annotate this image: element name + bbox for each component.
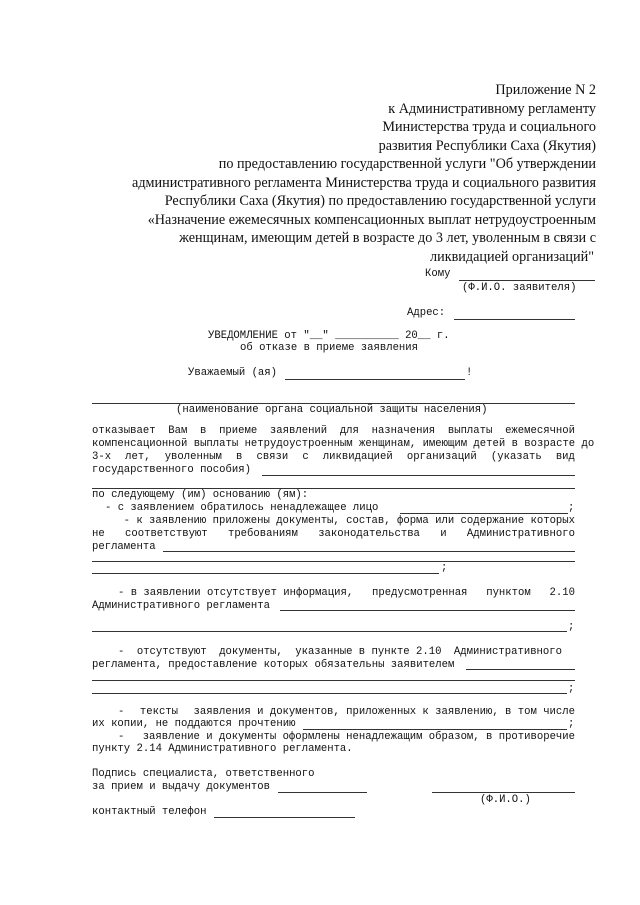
reason-4-field-2[interactable] bbox=[92, 680, 575, 681]
reason-3-field[interactable] bbox=[280, 610, 575, 611]
reason-documents: - к заявлению приложены документы, состав, форма или содержание которых bbox=[123, 515, 575, 527]
reasons-intro: по следующему (им) основанию (ям): bbox=[92, 489, 309, 501]
reason-5-field[interactable] bbox=[303, 729, 567, 730]
reason-missing-info: - в заявлении отсутствует информация, предусмотренная пунктом 2.10 bbox=[118, 587, 575, 599]
phone-label: контактный телефон bbox=[92, 806, 207, 818]
fio-hint: (Ф.И.О.) bbox=[480, 794, 531, 806]
semicolon: ; bbox=[568, 683, 575, 695]
reason-2-field-2[interactable] bbox=[92, 561, 575, 562]
phone-field[interactable] bbox=[214, 817, 355, 818]
reason-3-field-2[interactable] bbox=[92, 631, 567, 632]
header-line: женщинам, имеющим детей в возрасте до 3 лет, уволенным в связи с bbox=[179, 230, 596, 246]
header-line: к Административному регламенту bbox=[388, 100, 596, 117]
appendix-header bbox=[132, 81, 596, 266]
header-line: Министерства труда и социального bbox=[382, 119, 596, 135]
semicolon: ; bbox=[568, 718, 575, 730]
header-line: «Назначение ежемесячных компенсационных выплат нетрудоустроенным bbox=[147, 211, 596, 228]
paragraph-line: их копии, не поддаются прочтению bbox=[92, 718, 296, 730]
header-line: по предоставлению государственной услуги "Об утверждении bbox=[218, 156, 596, 172]
address-field[interactable] bbox=[454, 319, 575, 320]
notice-title: УВЕДОМЛЕНИЕ от "__" __________ 20__ г. bbox=[208, 330, 450, 342]
reason-wrong-applicant: - с заявлением обратилось ненадлежащее лицо bbox=[105, 502, 379, 514]
signature-label: Подпись специалиста, ответственного bbox=[92, 768, 315, 780]
reason-missing-documents: - отсутствуют документы, указанные в пункте 2.10 Административного bbox=[118, 646, 562, 658]
header-line: развития Республики Саха (Якутия) bbox=[378, 137, 596, 154]
greeting-name-field[interactable] bbox=[285, 379, 465, 380]
reason-2-field[interactable] bbox=[163, 551, 575, 552]
semicolon: ; bbox=[441, 562, 448, 574]
paragraph-line: компенсационной выплаты нетрудоустроенным женщинам, имеющим детей в возрасте до bbox=[92, 438, 595, 450]
reason-2-field-3[interactable] bbox=[92, 573, 439, 574]
org-hint: (наименование органа социальной защиты населения) bbox=[176, 404, 488, 416]
greeting-exclamation: ! bbox=[466, 367, 473, 379]
header-line: ликвидацией организаций" bbox=[430, 248, 594, 265]
signature-field[interactable] bbox=[278, 792, 367, 793]
semicolon: ; bbox=[568, 502, 575, 514]
paragraph-line: 3-х лет, уволенным в связи с ликвидацией организаций (указать вид bbox=[92, 451, 575, 463]
reason-4-field-3[interactable] bbox=[92, 693, 567, 694]
header-line: административного регламента Министерства труда и социального развития bbox=[132, 174, 596, 191]
address-label: Адрес: bbox=[407, 307, 446, 319]
paragraph-line: отказывает Вам в приеме заявлений для назначения выплаты ежемесячной bbox=[92, 425, 575, 437]
recipient-fio-hint: (Ф.И.О. заявителя) bbox=[462, 282, 577, 294]
benefit-type-field[interactable] bbox=[262, 475, 575, 476]
greeting-label: Уважаемый (ая) bbox=[188, 367, 278, 379]
paragraph-line: регламента bbox=[92, 541, 156, 553]
paragraph-line: не соответствуют требованиям законодательства и Административного bbox=[92, 528, 575, 540]
recipient-name-field[interactable] bbox=[459, 280, 595, 281]
paragraph-line: государственного пособия) bbox=[92, 464, 251, 476]
semicolon: ; bbox=[568, 621, 575, 633]
header-line: Приложение N 2 bbox=[495, 82, 596, 98]
paragraph-line: пункту 2.14 Административного регламента. bbox=[92, 743, 353, 755]
to-label: Кому bbox=[425, 268, 451, 280]
paragraph-line: регламента, предоставление которых обязательны заявителем bbox=[92, 659, 455, 671]
reason-improper-format: - заявление и документы оформлены ненадлежащим образом, в противоречие bbox=[118, 731, 575, 743]
reason-4-field[interactable] bbox=[466, 669, 575, 670]
paragraph-line: Административного регламента bbox=[92, 600, 271, 612]
notice-subtitle: об отказе в приеме заявления bbox=[240, 342, 419, 354]
reason-1-field[interactable] bbox=[400, 513, 568, 514]
specialist-name-field[interactable] bbox=[432, 792, 575, 793]
header-line: Республики Саха (Якутия) по предоставлению государственной услуги bbox=[164, 193, 596, 209]
signature-label: за прием и выдачу документов bbox=[92, 781, 271, 793]
reason-unreadable: - тексты заявления и документов, приложенных к заявлению, в том числе bbox=[118, 706, 575, 718]
